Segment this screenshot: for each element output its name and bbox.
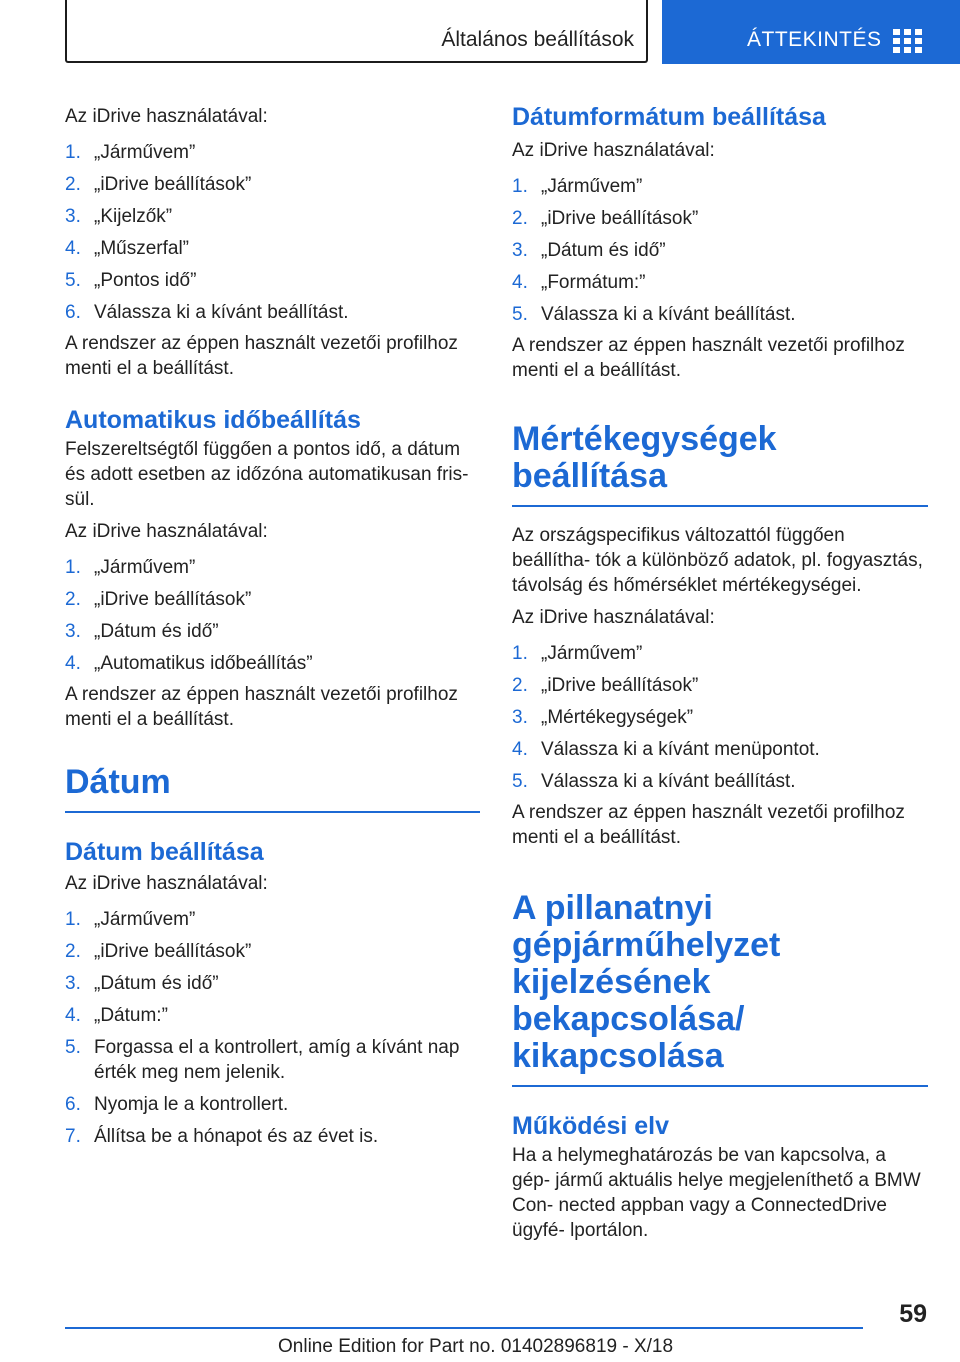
note-text: A rendszer az éppen használt vezetői profilhoz menti el a beállítást. xyxy=(512,335,905,381)
intro-text: Az iDrive használatával: xyxy=(65,521,268,542)
list-item xyxy=(65,907,480,932)
step-number: 6. xyxy=(65,1094,81,1115)
step-text: „Pontos idő” xyxy=(94,270,197,291)
list-item xyxy=(512,270,928,295)
list-item xyxy=(65,587,480,612)
step-text: „Járművem” xyxy=(541,643,643,664)
step-number: 7. xyxy=(65,1126,81,1147)
section-heading: Működési elv xyxy=(512,1112,669,1140)
step-number: 5. xyxy=(65,1037,81,1058)
chapter-title[interactable]: ÁTTEKINTÉS xyxy=(747,28,882,51)
step-text: Válassza ki a kívánt beállítást. xyxy=(541,304,796,325)
list-item xyxy=(512,174,928,199)
right-column xyxy=(512,102,928,1243)
edition-text: Online Edition for Part no. 01402896819 - X/18 xyxy=(278,1336,674,1357)
section-header-tab xyxy=(65,0,648,63)
steps-list xyxy=(65,140,480,325)
step-number: 1. xyxy=(65,142,81,163)
footer-divider xyxy=(65,1327,863,1329)
step-number: 2. xyxy=(512,675,528,696)
step-number: 5. xyxy=(512,304,528,325)
steps-list xyxy=(65,555,480,676)
section-title: Általános beállítások xyxy=(441,28,634,51)
step-number: 1. xyxy=(65,557,81,578)
step-text: Nyomja le a kontrollert. xyxy=(94,1094,289,1115)
chapter-heading: A pillanatnyi gépjárműhelyzet kijelzésének bekapcsolása/ kikapcsolása xyxy=(512,890,928,1087)
step-text: Válassza ki a kívánt beállítást. xyxy=(541,771,796,792)
step-text: „Műszerfal” xyxy=(94,238,190,259)
step-text: „Dátum:” xyxy=(94,1005,168,1026)
step-text: Forgassa el a kontrollert, amíg a kívánt nap érték meg nem jelenik. xyxy=(94,1037,460,1083)
step-text: „iDrive beállítások” xyxy=(541,208,699,229)
step-number: 3. xyxy=(65,206,81,227)
note-text: A rendszer az éppen használt vezetői profilhoz menti el a beállítást. xyxy=(65,333,458,379)
step-number: 3. xyxy=(65,621,81,642)
list-item xyxy=(512,302,928,327)
left-column xyxy=(65,104,480,1156)
step-text: „Automatikus időbeállítás” xyxy=(94,653,313,674)
step-number: 3. xyxy=(512,707,528,728)
steps-list xyxy=(512,174,928,327)
list-item xyxy=(512,206,928,231)
step-text: „Járművem” xyxy=(94,557,196,578)
step-number: 4. xyxy=(65,238,81,259)
list-item xyxy=(65,204,480,229)
step-text: „iDrive beállítások” xyxy=(94,589,252,610)
step-text: „Járművem” xyxy=(541,176,643,197)
list-item xyxy=(65,236,480,261)
step-number: 2. xyxy=(65,589,81,610)
list-item xyxy=(512,737,928,762)
body-text: Ha a helymeghatározás be van kapcsolva, a gép‐ jármű aktuális helye megjeleníthető a BMW Con‐ nected appban vagy a ConnectedDrive ügyfé‐ lportálon. xyxy=(512,1145,921,1241)
list-item xyxy=(65,555,480,580)
step-number: 4. xyxy=(65,653,81,674)
step-number: 4. xyxy=(65,1005,81,1026)
step-number: 3. xyxy=(512,240,528,261)
step-text: „Járművem” xyxy=(94,909,196,930)
steps-list xyxy=(512,641,928,794)
list-item xyxy=(512,769,928,794)
section-heading: Dátumformátum beállítása xyxy=(512,103,826,131)
list-item xyxy=(512,705,928,730)
step-text: Állítsa be a hónapot és az évet is. xyxy=(94,1126,379,1147)
intro-text: Az iDrive használatával: xyxy=(65,106,268,127)
step-number: 4. xyxy=(512,739,528,760)
list-item xyxy=(65,172,480,197)
step-number: 1. xyxy=(65,909,81,930)
intro-text: Az iDrive használatával: xyxy=(65,873,268,894)
note-text: A rendszer az éppen használt vezetői profilhoz menti el a beállítást. xyxy=(65,684,458,730)
step-text: Válassza ki a kívánt beállítást. xyxy=(94,302,349,323)
step-text: „iDrive beállítások” xyxy=(94,174,252,195)
step-number: 2. xyxy=(512,208,528,229)
intro-text: Az iDrive használatával: xyxy=(512,607,715,628)
chapter-heading: Mértékegységek beállítása xyxy=(512,421,928,507)
list-item xyxy=(65,300,480,325)
step-text: „Dátum és idő” xyxy=(94,621,219,642)
section-heading: Automatikus időbeállítás xyxy=(65,406,361,434)
step-number: 1. xyxy=(512,176,528,197)
step-number: 5. xyxy=(512,771,528,792)
section-heading: Dátum beállítása xyxy=(65,838,264,866)
step-number: 6. xyxy=(65,302,81,323)
note-text: A rendszer az éppen használt vezetői profilhoz menti el a beállítást. xyxy=(512,802,905,848)
list-item xyxy=(65,619,480,644)
steps-list xyxy=(65,907,480,1149)
grid-icon[interactable] xyxy=(893,29,923,53)
list-item xyxy=(65,651,480,676)
step-number: 1. xyxy=(512,643,528,664)
list-item xyxy=(65,971,480,996)
list-item xyxy=(512,673,928,698)
step-text: „Formátum:” xyxy=(541,272,646,293)
step-number: 2. xyxy=(65,941,81,962)
list-item xyxy=(65,1003,480,1028)
step-text: „Dátum és idő” xyxy=(541,240,666,261)
list-item xyxy=(65,268,480,293)
list-item xyxy=(65,939,480,964)
list-item xyxy=(65,1124,480,1149)
chapter-header[interactable] xyxy=(662,0,960,64)
step-text: „Kijelzők” xyxy=(94,206,173,227)
step-text: „Dátum és idő” xyxy=(94,973,219,994)
list-item xyxy=(512,641,928,666)
list-item xyxy=(65,1092,480,1117)
list-item xyxy=(65,1035,480,1085)
chapter-heading: Dátum xyxy=(65,764,480,813)
intro-text: Az iDrive használatával: xyxy=(512,140,715,161)
step-number: 5. xyxy=(65,270,81,291)
step-text: „iDrive beállítások” xyxy=(541,675,699,696)
step-text: „Mértékegységek” xyxy=(541,707,694,728)
step-number: 4. xyxy=(512,272,528,293)
step-text: „Járművem” xyxy=(94,142,196,163)
step-number: 2. xyxy=(65,174,81,195)
list-item xyxy=(512,238,928,263)
list-item xyxy=(65,140,480,165)
step-text: „iDrive beállítások” xyxy=(94,941,252,962)
body-text: Felszereltségtől függően a pontos idő, a dátum és adott esetben az időzóna automatikusan fris‐ sül. xyxy=(65,439,469,510)
step-number: 3. xyxy=(65,973,81,994)
body-text: Az országspecifikus változattól függően beállítha‐ tók a különböző adatok, pl. fogyasztás, távolság és hőmérséklet mértékegységei. xyxy=(512,525,923,596)
page-number: 59 xyxy=(899,1300,927,1328)
step-text: Válassza ki a kívánt menüpontot. xyxy=(541,739,820,760)
